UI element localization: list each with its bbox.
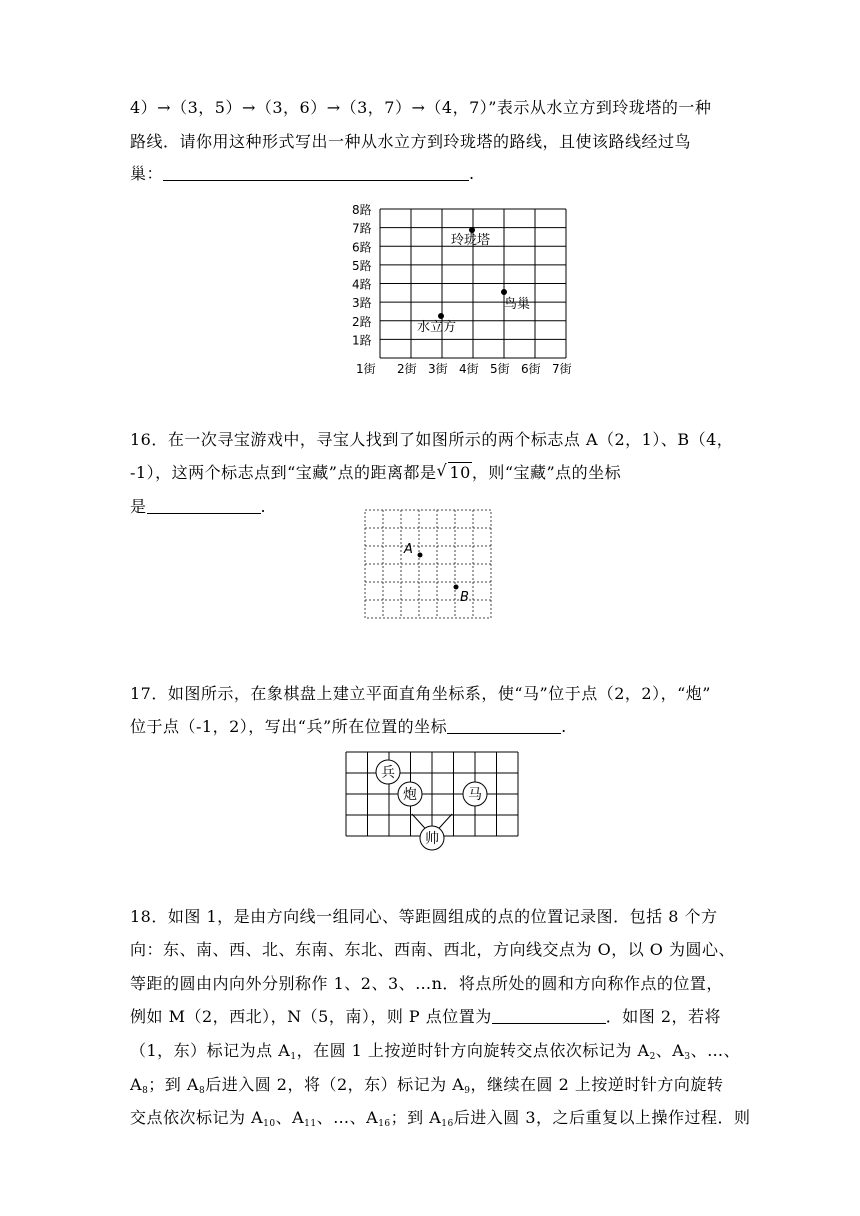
piece-bing: [376, 760, 400, 784]
q18-l5-b: ，在圆 1 上按逆时针方向旋转交点依次标记为 A: [296, 1041, 650, 1060]
q17-chessboard-figure: [344, 750, 520, 856]
street-label: 6街: [521, 362, 541, 376]
q15-line-3: [130, 163, 475, 185]
q18-l6-a: A: [130, 1075, 143, 1094]
q18-l6-sub3: 9: [464, 1086, 471, 1096]
sqrt-ten: √ 10: [436, 461, 471, 482]
linglong-label: 玲珑塔: [451, 233, 491, 248]
street-label: 1街: [356, 362, 376, 376]
q18-l5-sub2: 2: [649, 1052, 656, 1062]
q17-line-1: 17．如图所示，在象棋盘上建立平面直角坐标系，使“马”位于点（2，2），“炮”: [130, 684, 711, 703]
q18-l7-e: 后进入圆 3，之后重复以上操作过程．则: [453, 1108, 751, 1127]
point-b-label: B: [460, 590, 469, 605]
q17-line-2-prefix: 位于点（-1，2），写出“兵”所在位置的坐标: [130, 717, 448, 736]
street-label: 7街: [552, 362, 572, 376]
q18-l5-a: （1，东）标记为点 A: [130, 1041, 291, 1060]
shuilifang-marker: [438, 313, 444, 319]
point-a-marker: [418, 553, 423, 558]
piece-ma-label: 马: [468, 787, 482, 803]
q18-l6-d: ，继续在圆 2 上按逆时针方向旋转: [470, 1075, 724, 1094]
road-label: 4路: [352, 277, 372, 292]
street-label: 5街: [490, 362, 510, 376]
point-a-label: A: [404, 542, 413, 557]
niaochao-marker: [501, 289, 507, 295]
q16-grid-border: [365, 510, 491, 618]
q18-line-2: 向：东、南、西、北、东南、东北、西南、西北，方向线交点为 O，以 O 为圆心、: [130, 940, 735, 959]
q18-l5-d: 、…、: [690, 1041, 741, 1060]
road-label: 2路: [352, 314, 372, 329]
niaochao-label: 鸟巢: [504, 297, 531, 312]
street-label: 3街: [428, 362, 448, 376]
q18-answer-blank[interactable]: [492, 1007, 606, 1024]
q18-line-3: 等距的圆由内向外分别称作 1、2、3、…n．将点所处的圆和方向称作点的位置，: [130, 974, 723, 993]
road-label: 1路: [352, 333, 372, 348]
q16-line-2-suffix: ，则“宝藏”点的坐标: [471, 463, 622, 482]
q18-line-1: 18．如图 1，是由方向线一组同心、等距圆组成的点的位置记录图．包括 8 个方: [130, 907, 718, 926]
road-label: 8路: [352, 203, 372, 217]
q16-line-1: 16．在一次寻宝游戏中，寻宝人找到了如图所示的两个标志点 A（2，1）、B（4，: [130, 430, 734, 449]
sqrt-radicand: 10: [449, 463, 471, 482]
q15-period: .: [469, 164, 475, 183]
q16-line-3: [130, 496, 266, 518]
q18-l6-sub1: 8: [142, 1086, 149, 1096]
q16-line-3-prefix: 是: [130, 497, 147, 516]
q18-l7-sub4: 16: [441, 1119, 454, 1129]
shuilifang-label: 水立方: [417, 320, 457, 335]
q18-l5-c: 、A: [655, 1041, 685, 1060]
street-label: 2街: [397, 362, 417, 376]
q18-l7-sub1: 10: [263, 1119, 276, 1129]
q16-period: .: [260, 497, 267, 516]
road-label: 3路: [352, 296, 372, 311]
road-label: 6路: [352, 240, 372, 255]
piece-pao-label: 炮: [403, 787, 417, 803]
q15-line-3-prefix: 巢：: [130, 164, 164, 183]
piece-ma: [463, 782, 487, 806]
q18-l6-c: 后进入圆 2，将（2，东）标记为 A: [205, 1075, 465, 1094]
q18-line-4-suffix: ．如图 2，若将: [605, 1007, 722, 1026]
q18-l7-c: 、…、A: [316, 1108, 379, 1127]
piece-pao: [398, 782, 422, 806]
q18-line-4: [130, 1006, 721, 1028]
q18-line-6: [130, 1074, 723, 1102]
q15-street-grid-figure: [350, 198, 590, 380]
q18-l6-sub2: 8: [198, 1086, 206, 1096]
piece-shuai: [420, 826, 444, 850]
q16-line-2: [130, 462, 621, 484]
q18-line-4-prefix: 例如 M（2，西北），N（5，南），则 P 点位置为: [130, 1007, 492, 1026]
road-label: 7路: [352, 221, 372, 236]
q18-line-7: [130, 1107, 751, 1135]
q16-answer-blank[interactable]: [147, 497, 261, 514]
q18-l7-d: ；到 A: [390, 1108, 442, 1127]
q18-l7-sub3: 16: [378, 1119, 391, 1129]
q15-line-1: 4）→（3，5）→（3，6）→（3，7）→（4，7）”表示从水立方到玲珑塔的一种: [130, 98, 712, 117]
point-b-marker: [454, 585, 459, 590]
q15-answer-blank[interactable]: [163, 164, 469, 181]
q18-l7-a: 交点依次标记为 A: [130, 1108, 264, 1127]
q18-l7-sub2: 11: [304, 1119, 317, 1129]
q18-l5-sub3: 3: [684, 1052, 691, 1062]
q18-l5-sub1: 1: [290, 1052, 297, 1062]
q17-period: .: [561, 717, 567, 736]
street-label: 4街: [459, 362, 479, 376]
q18-l6-b: ；到 A: [148, 1075, 199, 1094]
q15-line-2: 路线．请你用这种形式写出一种从水立方到玲珑塔的路线，且使该路线经过鸟: [130, 132, 692, 151]
piece-shuai-label: 帅: [425, 831, 439, 847]
q17-answer-blank[interactable]: [447, 717, 561, 734]
q16-treasure-grid-figure: [364, 509, 494, 621]
q17-line-2: [130, 716, 567, 738]
q16-line-2-prefix: -1），这两个标志点到“宝藏”点的距离都是: [130, 463, 437, 482]
q18-l7-b: 、A: [275, 1108, 305, 1127]
q18-line-5: [130, 1040, 740, 1068]
road-label: 5路: [352, 258, 372, 273]
piece-bing-label: 兵: [381, 765, 395, 781]
